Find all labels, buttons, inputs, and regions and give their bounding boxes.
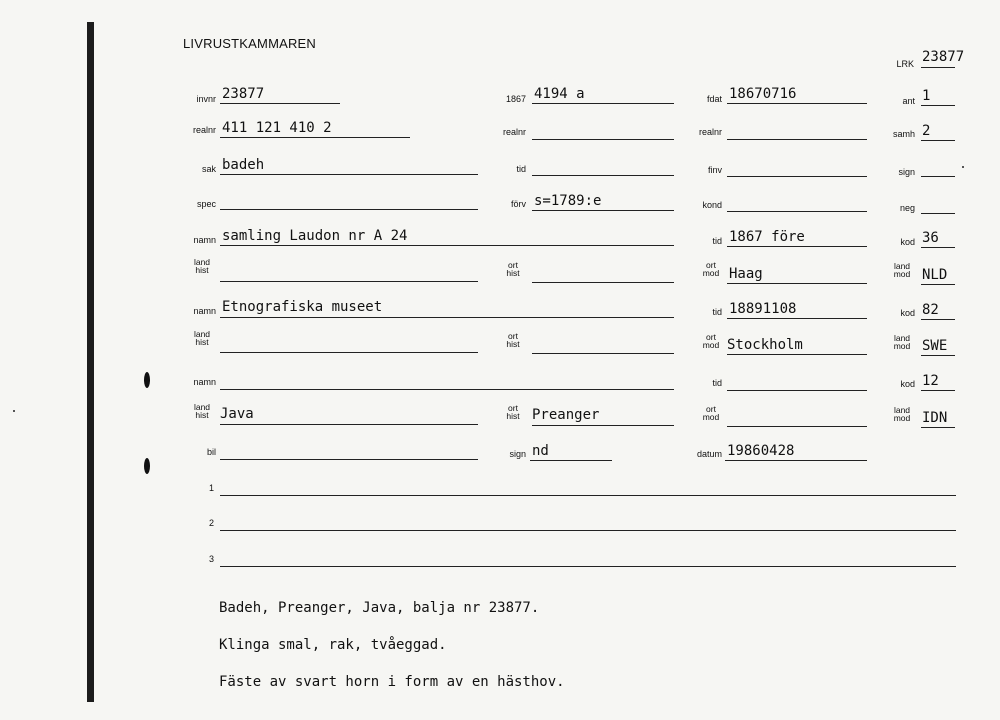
tid2-value: 18891108: [729, 301, 797, 317]
note-line-2: Klinga smal, rak, tvåeggad.: [219, 637, 447, 653]
forv-label: förv: [510, 199, 526, 209]
land-hist1-line: [220, 281, 478, 282]
line-number-3: 3: [208, 554, 214, 564]
sak-label: sak: [201, 164, 216, 174]
ant-line: [921, 105, 955, 106]
namn1-value: samling Laudon nr A 24: [222, 228, 408, 244]
land-mod1-label: land mod: [893, 261, 911, 279]
namn1-label: namn: [193, 235, 216, 245]
kod1-line: [921, 247, 955, 248]
kod2-label: kod: [900, 308, 915, 318]
tid1-line: [727, 246, 867, 247]
ort-mod1-value: Haag: [729, 266, 763, 282]
tid2-label: tid: [712, 307, 722, 317]
tid2-line: [727, 318, 867, 319]
realnr-value: 411 121 410 2: [222, 120, 332, 136]
kod1-label: kod: [900, 237, 915, 247]
y1867-label: 1867: [505, 94, 526, 104]
datum-line: [725, 460, 867, 461]
namn3-label: namn: [193, 377, 216, 387]
namn2-value: Etnografiska museet: [222, 299, 383, 315]
tid3-line: [727, 390, 867, 391]
realnr2-label: realnr: [502, 127, 526, 137]
land-hist2-label: land hist: [193, 329, 211, 347]
note-line-1: Badeh, Preanger, Java, balja nr 23877.: [219, 600, 540, 616]
y1867-value: 4194 a: [534, 86, 585, 102]
neg-label: neg: [899, 203, 915, 213]
datum-value: 19860428: [727, 443, 795, 459]
kod3-label: kod: [900, 379, 915, 389]
lrk-line: [921, 67, 955, 68]
ort-mod1-line: [727, 283, 867, 284]
land-hist3-label: land hist: [193, 402, 211, 420]
samh-label: samh: [892, 129, 915, 139]
sak-line: [220, 174, 478, 175]
ort-hist1-line: [532, 282, 674, 283]
sign2-line: [530, 460, 612, 461]
kond-label: kond: [702, 200, 722, 210]
spec-label: spec: [196, 199, 216, 209]
realnr-label: realnr: [192, 125, 216, 135]
sign2-label: sign: [509, 449, 526, 459]
land-mod3-label: land mod: [893, 405, 911, 423]
kod1-value: 36: [922, 230, 939, 246]
punch-hole: [144, 458, 150, 474]
ort-mod1-label: ort mod: [702, 260, 720, 278]
realnr3-line: [727, 139, 867, 140]
namn1-line: [220, 245, 674, 246]
tid1-value: 1867 före: [729, 229, 805, 245]
land-mod3-value: IDN: [922, 410, 948, 426]
fdat-line: [727, 103, 867, 104]
ort-hist3-line: [532, 425, 674, 426]
namn3-line: [220, 389, 674, 390]
ort-mod2-line: [727, 354, 867, 355]
kod3-line: [921, 390, 955, 391]
sign-label: sign: [898, 167, 915, 177]
forv-value: s=1789:e: [534, 193, 602, 209]
kod3-value: 12: [922, 373, 939, 389]
finv-line: [727, 176, 867, 177]
tid-label: tid: [516, 164, 526, 174]
punch-hole: [144, 372, 150, 388]
samh-line: [921, 140, 955, 141]
sign2-value: nd: [532, 443, 549, 459]
land-mod2-line: [921, 355, 955, 356]
ort-hist3-value: Preanger: [532, 407, 600, 423]
ort-mod2-value: Stockholm: [727, 337, 803, 353]
land-mod2-label: land mod: [893, 333, 911, 351]
realnr3-label: realnr: [698, 127, 722, 137]
tid1-label: tid: [712, 236, 722, 246]
bil-line: [220, 459, 478, 460]
ort-mod3-line: [727, 426, 867, 427]
tid3-label: tid: [712, 378, 722, 388]
datum-label: datum: [696, 449, 722, 459]
numbered-line-2: [220, 530, 956, 531]
fdat-label: fdat: [706, 94, 722, 104]
neg-line: [921, 213, 955, 214]
land-mod3-line: [921, 427, 955, 428]
line-number-2: 2: [208, 518, 214, 528]
land-hist3-line: [220, 424, 478, 425]
namn2-line: [220, 317, 674, 318]
ort-hist1-label: ort hist: [506, 260, 520, 278]
speck: [962, 166, 964, 168]
numbered-line-3: [220, 566, 956, 567]
realnr-line: [220, 137, 410, 138]
ort-hist2-line: [532, 353, 674, 354]
invnr-value: 23877: [222, 86, 265, 102]
kond-line: [727, 211, 867, 212]
forv-line: [532, 210, 674, 211]
speck: [13, 410, 15, 412]
land-hist1-label: land hist: [193, 257, 211, 275]
y1867-line: [532, 103, 674, 104]
land-hist2-line: [220, 352, 478, 353]
lrk-value: 23877: [922, 49, 965, 65]
ort-hist3-label: ort hist: [506, 403, 520, 421]
land-mod1-line: [921, 284, 955, 285]
invnr-label: invnr: [196, 94, 216, 104]
samh-value: 2: [922, 123, 931, 139]
fdat-value: 18670716: [729, 86, 797, 102]
land-mod1-value: NLD: [922, 267, 948, 283]
line-number-1: 1: [208, 483, 214, 493]
ant-value: 1: [922, 88, 931, 104]
ant-label: ant: [902, 96, 915, 106]
tid-line: [532, 175, 674, 176]
binder-edge: [87, 22, 94, 702]
finv-label: finv: [707, 165, 722, 175]
land-mod2-value: SWE: [922, 338, 948, 354]
ort-mod2-label: ort mod: [702, 332, 720, 350]
spec-line: [220, 209, 478, 210]
sign-line: [921, 176, 955, 177]
institution-title: LIVRUSTKAMMAREN: [183, 36, 317, 51]
lrk-label: LRK: [896, 59, 914, 69]
numbered-line-1: [220, 495, 956, 496]
ort-mod3-label: ort mod: [702, 404, 720, 422]
namn2-label: namn: [193, 306, 216, 316]
kod2-line: [921, 319, 955, 320]
sak-value: badeh: [222, 157, 265, 173]
invnr-line: [220, 103, 340, 104]
realnr2-line: [532, 139, 674, 140]
ort-hist2-label: ort hist: [506, 331, 520, 349]
note-line-3: Fäste av svart horn i form av en hästhov.: [219, 674, 565, 690]
land-hist3-value: Java: [220, 406, 254, 422]
kod2-value: 82: [922, 302, 939, 318]
bil-label: bil: [206, 447, 216, 457]
